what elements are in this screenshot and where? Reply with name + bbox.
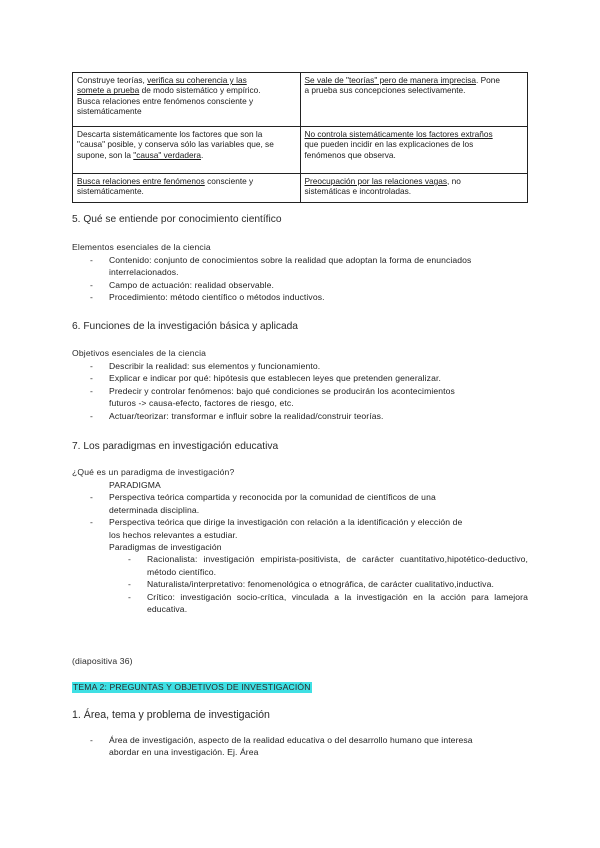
table-cell-scientific: Busca relaciones entre fenómenos consciente y sistemáticamente.: [73, 174, 301, 203]
table-row: [73, 73, 528, 127]
table-cell-scientific: Descarta sistemáticamente los factores que son la "causa" posible, y conserva sólo las variables que, se supone, son la "causa" verdadera.: [73, 127, 301, 174]
tema-2-title: [72, 682, 528, 693]
list-item: - Naturalista/interpretativo: fenomenológica o etnográfica, de carácter cualitativo,inductiva.: [72, 578, 528, 590]
list-item: - Perspectiva teórica compartida y reconocida por la comunidad de científicos de una determinada disciplina.: [72, 491, 528, 516]
highlighted-title: TEMA 2: PREGUNTAS Y OBJETIVOS DE INVESTIGACIÓN: [73, 682, 311, 692]
list-item: - Explicar e indicar por qué: hipótesis que establecen leyes que pretenden generalizar.: [72, 372, 528, 384]
section-5-heading: 5. Qué se entiende por conocimiento científico: [72, 214, 282, 225]
list-item: - Predecir y controlar fenómenos: bajo qué condiciones se producirán los acontecimientos futuros -> causa-efecto, factores de riesgo, etc.: [72, 385, 528, 410]
table-cell-common: No controla sistemáticamente los factores extraños que pueden incidir en las explicaciones de los fenómenos que observa.: [300, 127, 528, 174]
table-cell-common: Se vale de "teorías" pero de manera imprecisa. Pone a prueba sus concepciones selectivamente.: [300, 73, 528, 127]
section-7-heading: 7. Los paradigmas en investigación educativa: [72, 441, 279, 452]
table-cell-scientific: Construye teorías, verifica su coherencia y las somete a prueba de modo sistemático y empírico. Busca relaciones entre fenómenos consciente y sistemáticamente: [73, 73, 301, 127]
list-item: - Área de investigación, aspecto de la realidad educativa o del desarrollo humano que interesa abordar en una investigación. Ej. Área: [72, 734, 528, 759]
section-6-subheading: Objetivos esenciales de la ciencia: [72, 348, 207, 358]
list-item: - Racionalista: investigación empirista-positivista, de carácter cuantitativo,hipotético-deductivo, método científico.: [72, 553, 528, 578]
tema-2-heading: 1. Área, tema y problema de investigación: [72, 709, 270, 721]
list-item: - Campo de actuación: realidad observable.: [72, 279, 528, 291]
section-7-question: ¿Qué es un paradigma de investigación?: [72, 467, 235, 477]
table-cell-common: Preocupación por las relaciones vagas, no sistemáticas e incontroladas.: [300, 174, 528, 203]
table-row: [73, 127, 528, 174]
paradigms-label: Paradigmas de investigación: [109, 542, 222, 553]
section-6-heading: 6. Funciones de la investigación básica y aplicada: [72, 321, 298, 332]
list-item: - Contenido: conjunto de conocimientos sobre la realidad que adoptan la forma de enunciados interrelacionados.: [72, 254, 528, 279]
list-item: - Crítico: investigación socio-crítica, vinculada a la investigación en la acción para lamejora educativa.: [72, 591, 528, 616]
slide-note: (diapositiva 36): [72, 656, 133, 666]
list-item: - Procedimiento: método científico o métodos inductivos.: [72, 291, 528, 303]
list-item: - Describir la realidad: sus elementos y funcionamiento.: [72, 360, 528, 372]
tema-2-list: [72, 734, 528, 759]
section-6-list: [72, 360, 528, 422]
section-5-subheading: Elementos esenciales de la ciencia: [72, 242, 211, 252]
paradigm-label: PARADIGMA: [109, 480, 161, 490]
section-5-list: [72, 254, 528, 304]
comparison-table: [72, 72, 528, 203]
section-7-body: [72, 479, 528, 615]
table-row: [73, 174, 528, 203]
list-item: - Perspectiva teórica que dirige la investigación con relación a la identificación y elección de los hechos relevantes a estudiar.: [72, 516, 528, 541]
list-item: - Actuar/teorizar: transformar e influir sobre la realidad/construir teorías.: [72, 410, 528, 422]
